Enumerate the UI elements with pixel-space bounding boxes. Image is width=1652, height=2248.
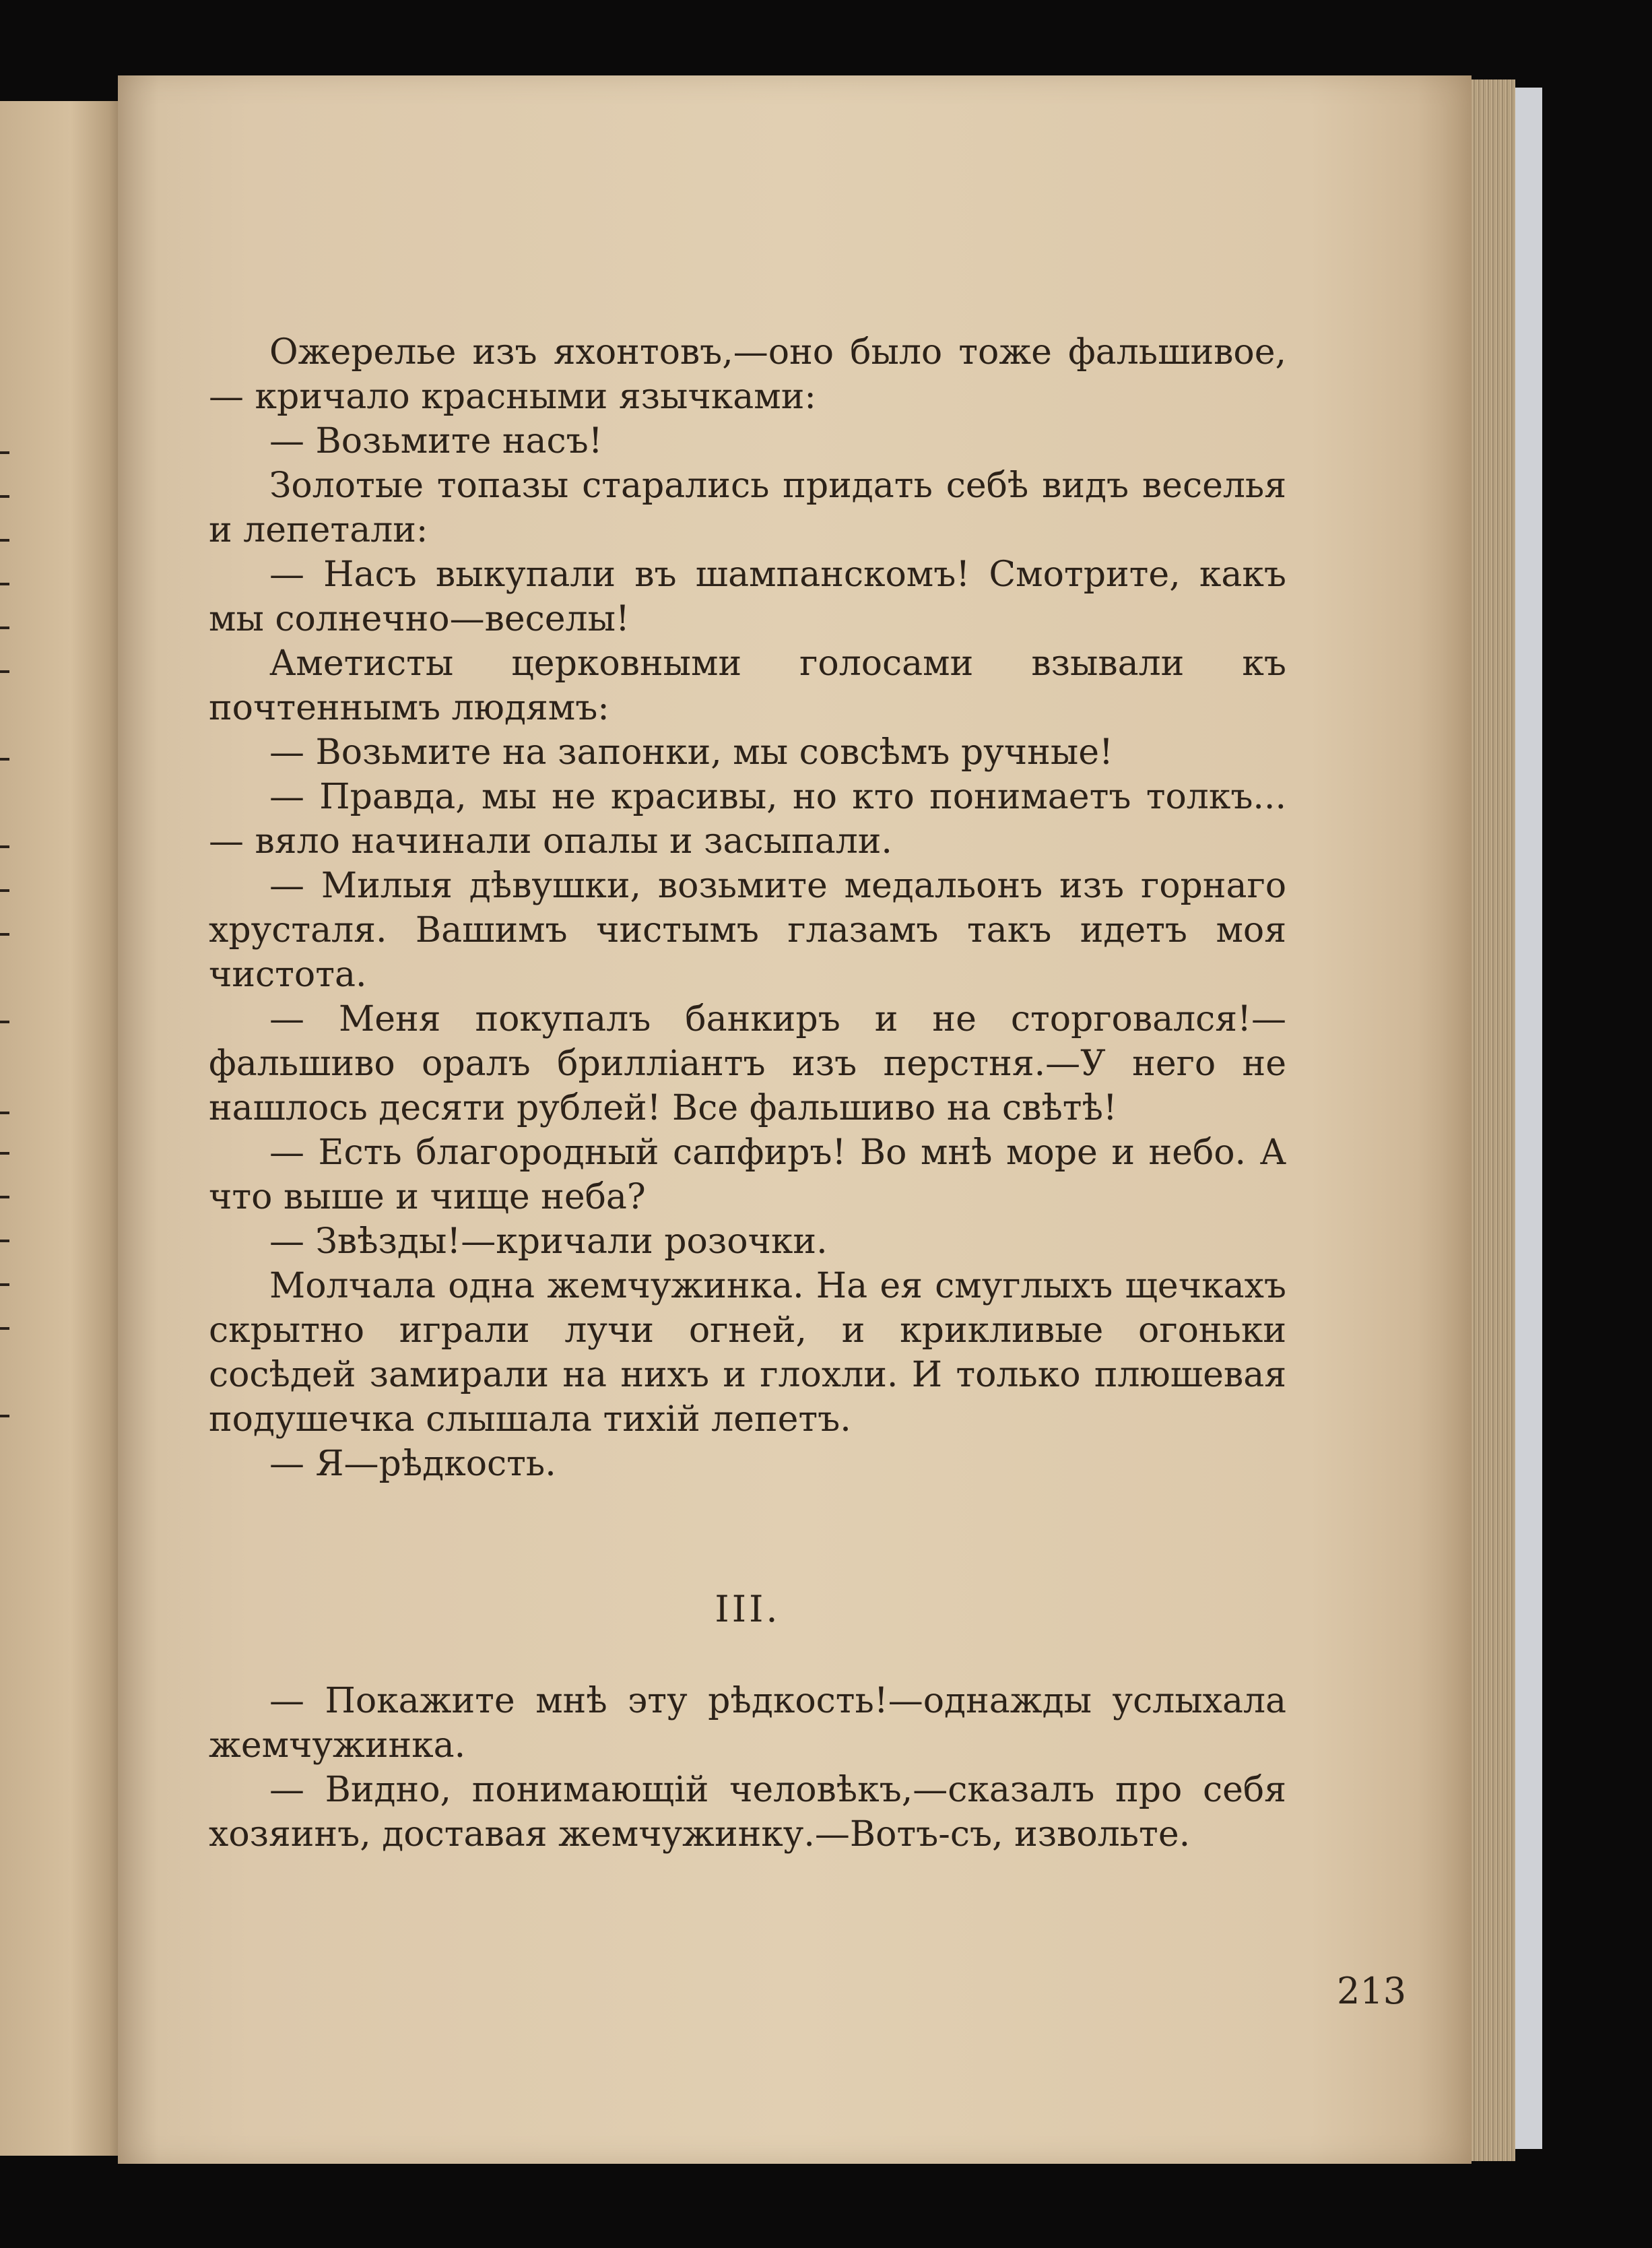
paragraph: — Возьмите на запонки, мы совсѣмъ ручные! (269, 732, 1113, 773)
paragraph: — Есть благородный сапфиръ! Во мнѣ море и небо. А что выше и чище неба? (209, 1132, 1286, 1217)
paragraph: — Я—рѣдкость. (269, 1444, 556, 1484)
left-page-text-fragments (0, 101, 27, 2156)
left-page-edge (0, 101, 128, 2156)
paragraph: — Правда, мы не красивы, но кто понимаетъ толкъ...— вяло начинали опалы и засыпали. (209, 777, 1286, 862)
paragraph: — Милыя дѣвушки, возьмите медальонъ изъ горнаго хрусталя. Вашимъ чистымъ глазамъ такъ идетъ моя чистота. (209, 866, 1286, 995)
paragraph: — Покажите мнѣ эту рѣдкость!—однажды услыхала жемчужинка. (209, 1681, 1286, 1766)
paragraph: Золотые топазы старались придать себѣ видъ веселья и лепетали: (209, 465, 1286, 550)
paragraph: — Меня покупалъ банкиръ и не сторговался!—фальшиво оралъ бриллiантъ изъ перстня.—У него не нашлось десяти рублей! Все фальшиво на свѣтѣ! (209, 999, 1286, 1128)
section-heading: III. (715, 1588, 781, 1630)
paragraph: — Возьмите насъ! (269, 421, 603, 461)
paragraph: Молчала одна жемчужинка. На ея смуглыхъ щечкахъ скрытно играли лучи огней, и крикливые огоньки сосѣдей замирали на нихъ и глохли. И только плюшевая подушечка слышала тихiй лепетъ. (209, 1266, 1286, 1440)
paragraph: — Звѣзды!—кричали розочки. (269, 1221, 828, 1262)
paragraph: — Насъ выкупали въ шампанскомъ! Смотрите, какъ мы солнечно—веселы! (209, 554, 1286, 639)
paragraph: — Видно, понимающiй человѣкъ,—сказалъ про себя хозяинъ, доставая жемчужинку.—Вотъ-съ, извольте. (209, 1770, 1286, 1855)
paragraph: Аметисты церковными голосами взывали къ почтеннымъ людямъ: (209, 643, 1286, 728)
paragraph: Ожерелье изъ яхонтовъ,—оно было тоже фальшивое,— кричало красными язычками: (209, 332, 1286, 417)
page-body (209, 330, 1286, 1857)
page-number: 213 (1337, 1970, 1407, 2012)
